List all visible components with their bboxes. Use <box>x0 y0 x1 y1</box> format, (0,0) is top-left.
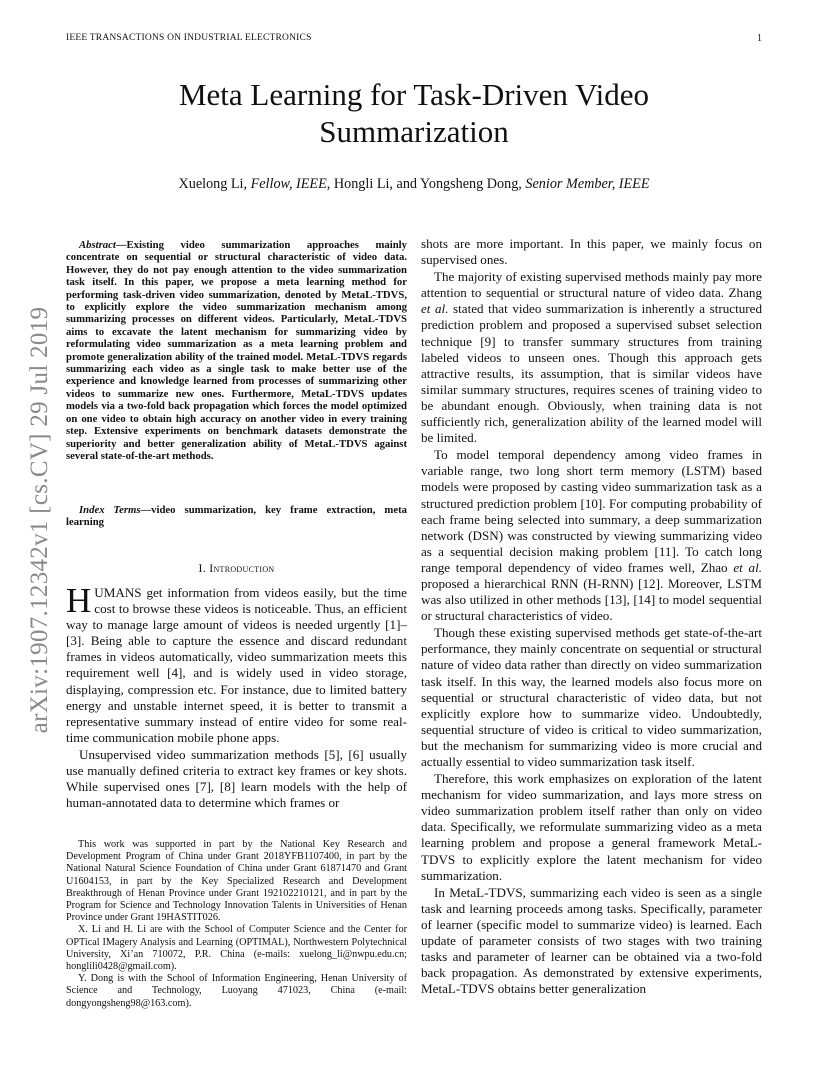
right-p2-text-a: To model temporal dependency among video frames in variable range, two long short term memory (LSTM) based models were proposed by casting video summarization task as a structured prediction problem [10]. For computing probability of each frame being selected into summary, a deep summarization network (DSN) was constructed by viewing summarizing video as a sequential decision making problem [11]. To catch long range temporal dependency of video frames well, Zhao <box>421 447 762 575</box>
intro-paragraph-1: UMANS get information from videos easily, but the time cost to browse these videos is noticeable. Thus, an efficient way to manage large amount of videos is needed urgently [1]–[3]. Being able to capture the essence and discard redundant frames in videos automatically, video summarization meets this requirement well [4], and is widely used in video storage, displaying, compression etc. For instance, due to limited battery energy and unstable internet speed, it is better to transmit a representative summary instead of entire video for some real-time communication mobile phone apps. <box>66 585 407 745</box>
paper-title <box>0 76 828 150</box>
right-paragraph-4: Therefore, this work emphasizes on exploration of the latent mechanism for video summarization, and lays more stress on video summarization problem itself rather than only on video data. Specifically, we reformulate summarizing video as a meta learning problem and propose a general framework MetaL-TDVS to explicitly explore the latent mechanism for video summarization. <box>421 771 762 883</box>
right-p2-etal: et al. <box>733 559 762 575</box>
author-1-role: Fellow, IEEE <box>250 176 327 192</box>
page-number: 1 <box>757 33 762 44</box>
introduction-body <box>66 581 407 812</box>
abstract-label: Abstract <box>79 239 116 251</box>
right-paragraph-3: Though these existing supervised methods get state-of-the-art performance, they mainly concentrate on sequential or structural nature of video data rather than directly on video summarization task itself. In this way, the learned models also focus more on sequential or structural characteristic of video data, but not explicitly explore how to summarize video. Undoubtedly, sequential structure of video is critical to video summarization, but the mechanism for summarizing video is more crucial and actually essential to video summarization task itself. <box>421 625 762 769</box>
right-paragraph-0: shots are more important. In this paper, we mainly focus on supervised ones. <box>421 236 762 268</box>
title-line-1: Meta Learning for Task-Driven Video <box>178 77 649 112</box>
footnote-affiliation-1: X. Li and H. Li are with the School of Computer Science and the Center for OPTical IMagery Analysis and Learning (OPTIMAL), Northwestern Polytechnical University, Xi’an 710072, P.R. China (e-mails: xuelong_li@nwpu.edu.cn; honglili0428@gmail.com). <box>66 924 407 973</box>
author-3-role: Senior Member, IEEE <box>525 176 650 192</box>
section-title: I. Introduction <box>198 561 275 575</box>
arxiv-stamp-text: arXiv:1907.12342v1 [cs.CV] 29 Jul 2019 <box>26 306 53 734</box>
abstract <box>66 239 407 462</box>
title-line-2: Summarization <box>319 114 509 149</box>
right-paragraph-2 <box>421 447 762 624</box>
right-p1-text-b: stated that video summarization is inherently a structured prediction problem and proposed a supervised subset selection technique [9] to transfer summary structures from training labeled videos to unseen ones. Though this approach gets attractive results, its assumption, that is similar videos have similar summary structures, requires scenes of training video to be abundant enough. Obviously, when training data is not sufficiently rich, generalization ability of the learned model will be limited. <box>421 301 762 446</box>
footnote-funding: This work was supported in part by the National Key Research and Development Program of China under Grant 2018YFB1107400, in part by the National Natural Science Foundation of China under Grant 61871470 and Grant U1604153, in part by the Key Specialized Research and Development Breakthrough of Henan Province under Grant 192102210121, and in part by the Program for Science and Technology Innovation Talents in Universities of Henan Province under Grant 19HASTIT026. <box>66 839 407 924</box>
abstract-text: —Existing video summarization approaches mainly concentrate on sequential or structural characteristic of video data. However, they do not pay enough attention to the video summarization task itself. In this paper, we propose a meta learning method for performing task-driven video summarization, denoted by MetaL-TDVS, to explicitly explore the video summarization mechanism among summarizing processes on different videos. Particularly, MetaL-TDVS aims to excavate the latent mechanism for summarizing video by reformulating video summarization as a meta learning problem and promote generalization ability of the trained model. MetaL-TDVS regards summarizing each video as a single task to make better use of the experience and knowledge learned from processes of summarizing other videos to summarize new ones. Furthermore, MetaL-TDVS updates models via a two-fold back propagation which forces the model optimized on one video to obtain high accuracy on another video in every training step. Extensive experiments on benchmark datasets demonstrate the superiority and better generalization ability of MetaL-TDVS against several state-of-the-art methods. <box>66 239 407 462</box>
index-terms-text: —video summarization, key frame extraction, meta learning <box>66 504 407 529</box>
author-1: Xuelong Li, <box>178 176 251 192</box>
right-column-body <box>421 236 762 998</box>
footnotes <box>66 839 407 1010</box>
footnote-affiliation-2: Y. Dong is with the School of Information Engineering, Henan University of Science and Technology, Luoyang 471023, China (e-mail: dongyongsheng98@163.com). <box>66 973 407 1009</box>
right-p2-text-b: proposed a hierarchical RNN (H-RNN) [12]. Moreover, LSTM was also utilized in other methods [13], [14] to model sequential or structural characteristics of video. <box>421 575 762 624</box>
right-paragraph-5: In MetaL-TDVS, summarizing each video is seen as a single task and learning proceeds among tasks. Specifically, parameter of learner (specific model to summarize video) is learned. Each update of parameter consists of two stages with two training tasks and parameter of learner can be obtained via a two-fold back propagation. As demonstrated by extensive experiments, MetaL-TDVS obtains better generalization <box>421 884 762 997</box>
author-line <box>0 176 828 193</box>
intro-paragraph-2: Unsupervised video summarization methods [5], [6] usually use manually defined criteria to extract key frames or key shots. While supervised ones [7], [8] learn models with the help of human-annotated data to determine which frames or <box>66 746 407 811</box>
running-header: IEEE TRANSACTIONS ON INDUSTRIAL ELECTRONICS <box>66 33 312 43</box>
author-2-3: , Hongli Li, and Yongsheng Dong, <box>326 176 526 192</box>
right-p1-etal: et al. <box>421 301 449 317</box>
index-terms <box>66 504 407 529</box>
index-terms-label: Index Terms <box>79 504 141 516</box>
right-paragraph-1 <box>421 269 762 446</box>
right-p1-text-a: The majority of existing supervised methods mainly pay more attention to sequential or structural nature of video data. Zhang <box>421 269 762 301</box>
drop-cap: H <box>66 581 92 620</box>
section-heading <box>66 561 407 576</box>
